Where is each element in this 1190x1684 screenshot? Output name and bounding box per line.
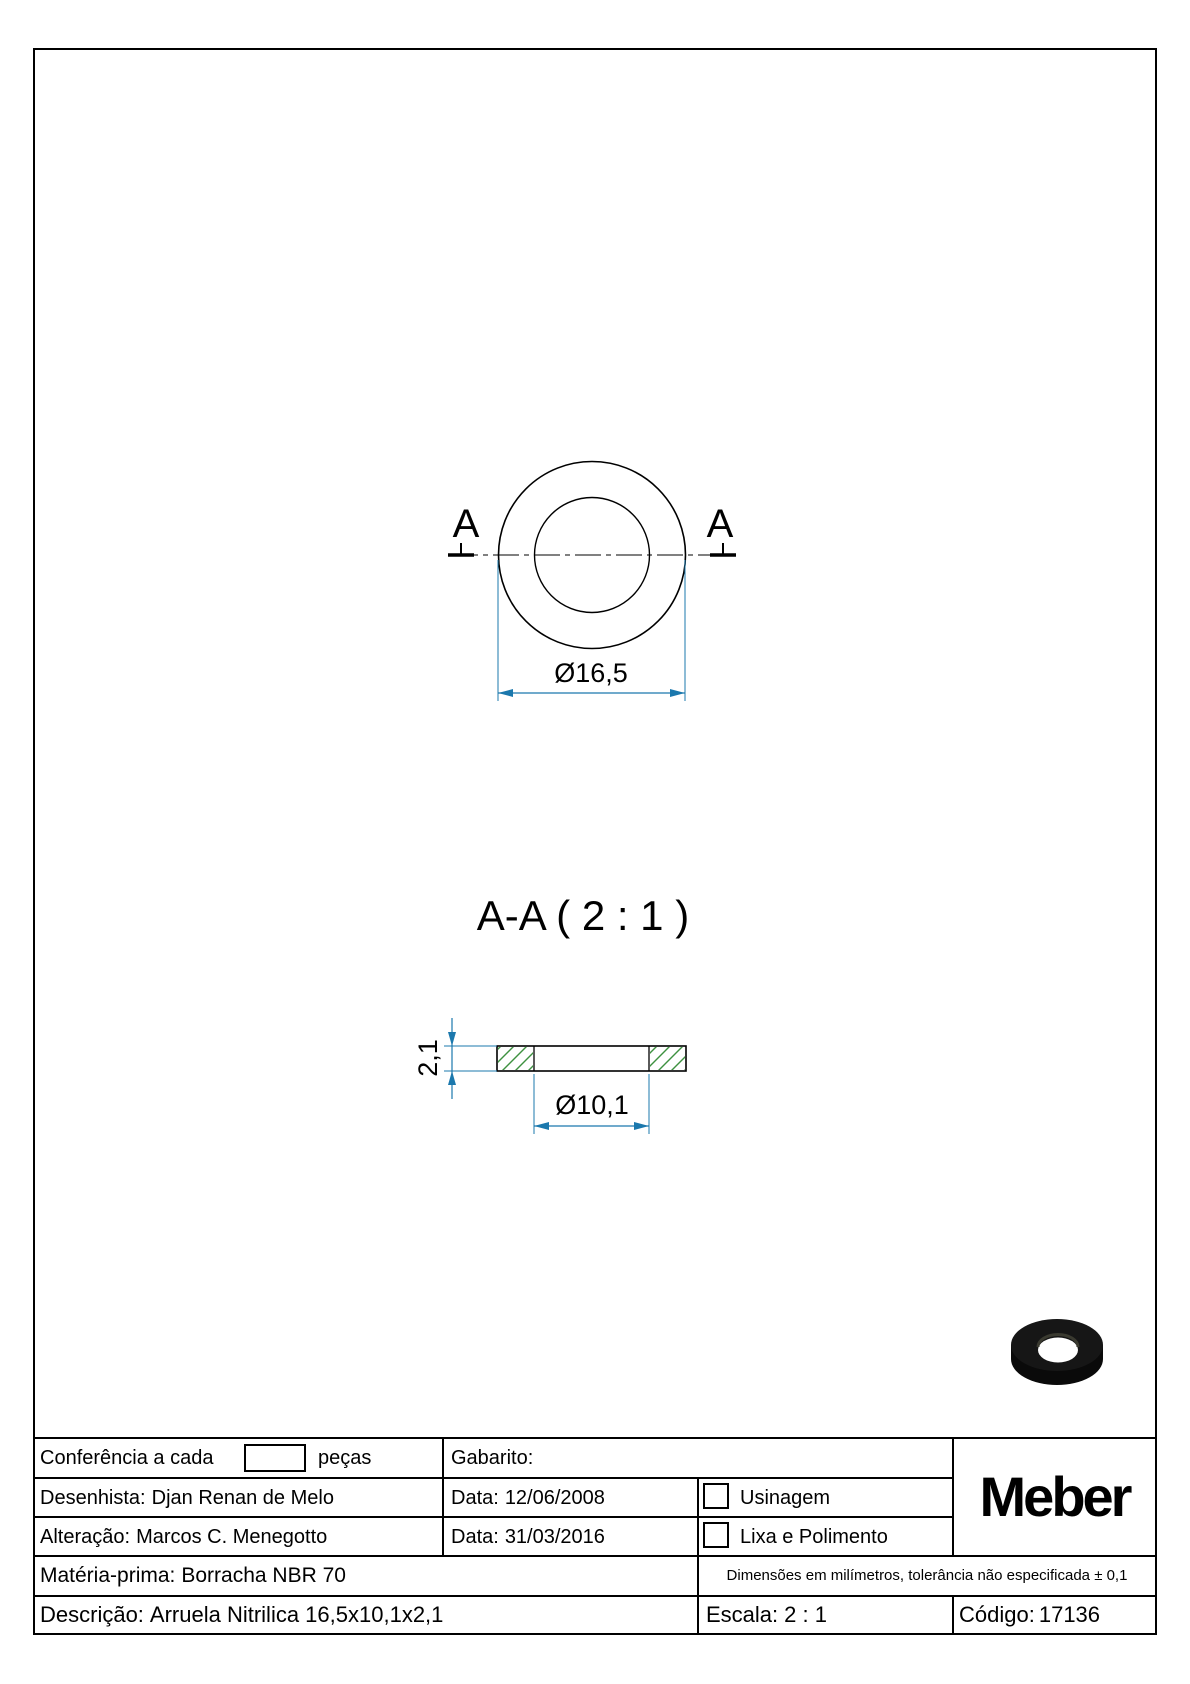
dimension-thickness — [413, 1018, 497, 1099]
escala-field — [706, 1602, 827, 1628]
data1-value: 12/06/2008 — [504, 1487, 605, 1509]
hatch-right-band — [650, 1047, 685, 1070]
descricao-value: Arruela Nitrilica 16,5x10,1x2,1 — [149, 1602, 444, 1627]
conferencia-suffix: peças — [318, 1447, 372, 1469]
usinagem-checkbox[interactable] — [703, 1483, 729, 1509]
data1-label: Data: — [451, 1487, 499, 1509]
codigo-col-line — [952, 1595, 954, 1635]
tolerancia-note: Dimensões em milímetros, tolerância não especificada ± 0,1 — [726, 1566, 1128, 1584]
section-view — [413, 1018, 686, 1134]
data2-label: Data: — [451, 1526, 499, 1548]
lixa-checkbox[interactable] — [703, 1522, 729, 1548]
usinagem-label: Usinagem — [740, 1487, 831, 1509]
alteracao-label: Alteração: — [40, 1526, 131, 1548]
descricao-label: Descrição: — [40, 1602, 144, 1627]
titleblock-row2-line — [33, 1516, 952, 1518]
descricao-field — [40, 1602, 443, 1628]
dim-inner-diameter-text: Ø10,1 — [555, 1090, 629, 1120]
washer-3d-hole — [1038, 1338, 1078, 1363]
desenhista-field — [40, 1487, 334, 1510]
escala-value: 2 : 1 — [784, 1602, 827, 1627]
dim-thickness-text: 2,1 — [413, 1039, 443, 1077]
data2-value: 31/03/2016 — [504, 1526, 605, 1548]
conferencia-qty-box[interactable] — [244, 1444, 306, 1472]
section-view-label: A-A ( 2 : 1 ) — [476, 892, 690, 939]
lixa-label: Lixa e Polimento — [740, 1526, 888, 1548]
dim-arrow-left — [534, 1122, 549, 1130]
section-letter-left: A — [452, 502, 480, 546]
desenhista-value: Djan Renan de Melo — [151, 1487, 334, 1509]
dim-arrow-top — [448, 1032, 456, 1046]
dim-arrow-left — [498, 689, 513, 697]
hatch-left-band — [498, 1047, 533, 1070]
dimension-outer-diameter — [498, 560, 685, 701]
titleblock-col1-line — [442, 1437, 444, 1557]
dim-arrow-right — [670, 689, 685, 697]
meber-logo: Meber — [979, 1464, 1130, 1528]
section-letter-right: A — [706, 502, 734, 546]
desenhista-label: Desenhista: — [40, 1487, 146, 1509]
dim-arrow-right — [634, 1122, 649, 1130]
dimension-inner-diameter — [534, 1074, 649, 1134]
dim-arrow-bottom — [448, 1071, 456, 1085]
conferencia-label: Conferência a cada — [40, 1447, 214, 1469]
data2-field — [451, 1526, 605, 1549]
escala-label: Escala: — [706, 1602, 779, 1627]
data1-field — [451, 1487, 605, 1510]
materia-label: Matéria-prima: — [40, 1564, 176, 1587]
top-view — [448, 462, 736, 702]
codigo-label: Código: — [959, 1602, 1035, 1627]
washer-3d-render — [1011, 1319, 1103, 1385]
alteracao-value: Marcos C. Menegotto — [136, 1526, 328, 1548]
alteracao-field — [40, 1526, 327, 1549]
codigo-value: 17136 — [1038, 1602, 1101, 1627]
materia-value: Borracha NBR 70 — [181, 1564, 346, 1587]
materia-field — [40, 1564, 346, 1588]
gabarito-label: Gabarito: — [451, 1447, 534, 1469]
codigo-field — [959, 1602, 1100, 1628]
dim-outer-diameter-text: Ø16,5 — [554, 658, 628, 688]
titleblock-row4-line — [33, 1595, 1157, 1597]
titleblock-row1-line — [33, 1477, 952, 1479]
